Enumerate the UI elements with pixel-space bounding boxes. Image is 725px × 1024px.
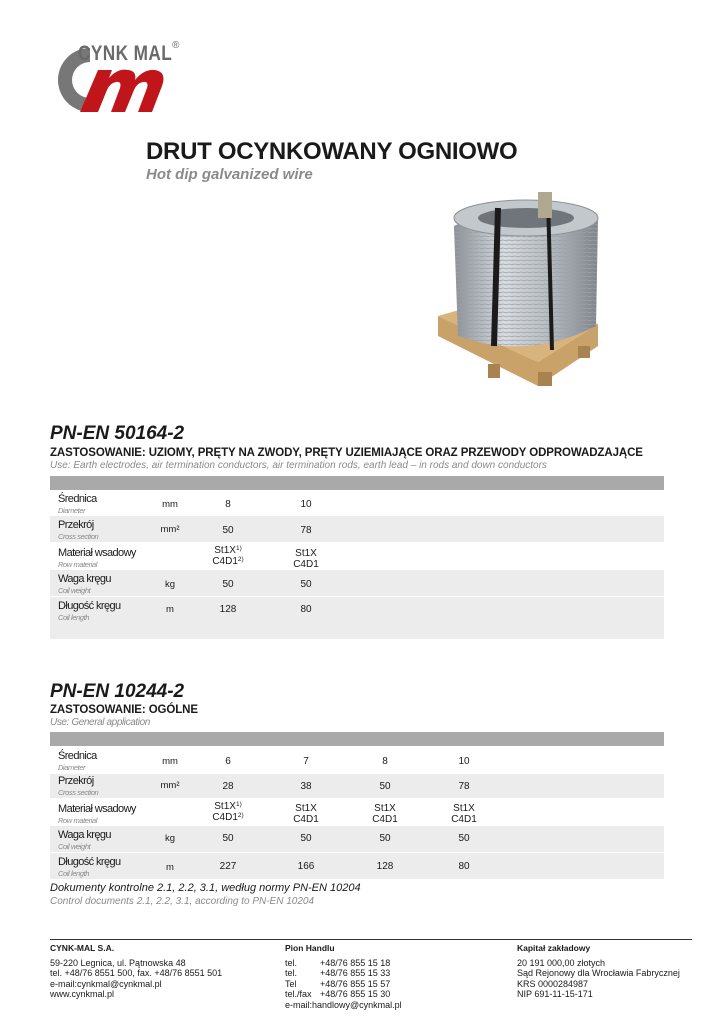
row-unit: mm² — [160, 780, 180, 791]
value-cell: 128 — [219, 604, 237, 615]
row-label-en: Cross section — [58, 532, 99, 541]
wire-coil-photo — [428, 186, 608, 398]
table-row — [50, 516, 664, 542]
row-label-en: Cross section — [58, 788, 99, 797]
row-label-en: Row material — [58, 560, 97, 569]
table-row — [50, 542, 664, 570]
row-label-en: Diameter — [58, 763, 86, 772]
row-label: Materiał wsadowy — [58, 547, 136, 559]
material-cell: St1X C4D1 — [293, 803, 319, 825]
table-row — [50, 596, 664, 639]
footer-sales — [285, 943, 402, 1010]
application-en: Use: Earth electrodes, air termination conductors, air termination rods, earth lead – in rods and down conductors — [50, 460, 547, 471]
krs-number: KRS 0000284987 — [517, 978, 589, 989]
table-row — [50, 852, 664, 879]
sales-phones: tel. +48/76 855 15 18 tel. +48/76 855 15 33 Tel +48/76 855 15 57 tel./fax +48/76 855 15 30 — [285, 957, 391, 999]
standard-pn-en-50164-2: PN-EN 50164-2 — [50, 423, 185, 444]
page-title: DRUT OCYNKOWANY OGNIOWO — [146, 138, 518, 165]
page-subtitle: Hot dip galvanized wire — [146, 166, 313, 183]
company-name: CYNK-MAL S.A. — [50, 943, 115, 953]
application-pl: ZASTOSOWANIE: UZIOMY, PRĘTY NA ZWODY, PRĘTY UZIEMIAJĄCE ORAZ PRZEWODY ODPROWADZAJĄCE — [50, 447, 643, 459]
control-documents-pl: Dokumenty kontrolne 2.1, 2.2, 3.1, według normy PN-EN 10204 — [50, 882, 361, 894]
value-cell: 50 — [379, 833, 391, 844]
footer-company — [50, 943, 222, 1000]
company-email[interactable]: e-mail:cynkmal@cynkmal.pl — [50, 978, 162, 989]
value-cell: 80 — [458, 861, 470, 872]
row-unit: m — [166, 862, 174, 873]
value-cell: 78 — [300, 525, 312, 536]
row-unit: kg — [164, 579, 176, 590]
value-cell: 28 — [222, 781, 234, 792]
row-unit: mm — [162, 499, 178, 510]
row-label-en: Coil weight — [58, 842, 91, 851]
value-cell: 80 — [300, 604, 312, 615]
value-cell: 8 — [225, 499, 231, 510]
table-header-bar — [50, 476, 664, 490]
row-unit: mm — [162, 756, 178, 767]
row-label-en: Coil length — [58, 869, 90, 878]
row-label-en: Coil length — [58, 613, 90, 622]
material-cell: $St1X^{1)}$ C4D1$^{2)}$ — [212, 801, 244, 823]
row-label: Długość kręgu — [58, 856, 121, 868]
nip-number: NIP 691-11-15-171 — [517, 989, 593, 999]
value-cell: 6 — [225, 756, 231, 767]
value-cell: 10 — [458, 756, 470, 767]
value-cell: 10 — [300, 499, 312, 510]
value-cell: 8 — [382, 756, 388, 767]
company-website-link[interactable]: www.cynkmal.pl — [50, 989, 115, 999]
value-cell: 227 — [219, 861, 237, 872]
table-header-bar — [50, 732, 664, 746]
logo-wordmark: CYNK MAL — [78, 42, 173, 65]
row-label: Waga kręgu — [58, 573, 111, 585]
value-cell: 50 — [300, 579, 312, 590]
table-row — [50, 570, 664, 596]
table-row — [50, 798, 664, 826]
value-cell: 50 — [222, 833, 234, 844]
table-row — [50, 746, 664, 774]
value-cell: 50 — [222, 525, 234, 536]
row-label: Przekrój — [58, 519, 94, 531]
footer-capital — [517, 943, 680, 1000]
value-cell: 50 — [300, 833, 312, 844]
material-cell: St1X C4D1 — [293, 548, 319, 570]
row-label-en: Row material — [58, 816, 97, 825]
application-en: Use: General application — [50, 717, 150, 728]
control-documents-en: Control documents 2.1, 2.2, 3.1, according to PN-EN 10204 — [50, 896, 315, 907]
value-cell: 128 — [376, 861, 394, 872]
value-cell: 78 — [458, 781, 470, 792]
value-cell: 50 — [379, 781, 391, 792]
row-label: Waga kręgu — [58, 829, 111, 841]
registered-mark: ® — [172, 40, 180, 51]
row-label-en: Diameter — [58, 506, 86, 515]
application-pl: ZASTOSOWANIE: OGÓLNE — [50, 704, 198, 716]
row-unit: mm² — [160, 524, 180, 535]
value-cell: 50 — [222, 579, 234, 590]
capital-heading: Kapitał zakładowy — [517, 943, 591, 953]
spec-table-10244 — [50, 732, 664, 879]
footer-divider — [50, 939, 692, 940]
registry-court: Sąd Rejonowy dla Wrocławia Fabrycznej — [517, 968, 680, 978]
row-label: Przekrój — [58, 775, 94, 787]
row-label: Średnica — [58, 493, 97, 505]
material-cell: $St1X^{1)}$ C4D1$^{2)}$ — [212, 545, 244, 567]
company-address: 59-220 Legnica, ul. Pątnowska 48 — [50, 957, 186, 968]
row-label: Materiał wsadowy — [58, 803, 136, 815]
company-phone: tel. +48/76 8551 500, fax. +48/76 8551 501 — [50, 968, 223, 978]
value-cell: 38 — [300, 781, 312, 792]
spec-table-50164 — [50, 476, 664, 639]
value-cell: 166 — [297, 861, 315, 872]
table-row — [50, 774, 664, 798]
standard-pn-en-10244-2: PN-EN 10244-2 — [50, 681, 185, 702]
row-unit: kg — [164, 833, 176, 844]
table-row — [50, 826, 664, 852]
sales-heading: Pion Handlu — [285, 943, 335, 953]
row-unit: m — [166, 604, 174, 615]
row-label: Długość kręgu — [58, 600, 121, 612]
value-cell: 50 — [458, 833, 470, 844]
value-cell: 7 — [303, 756, 309, 767]
capital-amount: 20 191 000,00 złotych — [517, 957, 606, 968]
sales-email[interactable]: e-mail:handlowy@cynkmal.pl — [285, 999, 402, 1010]
row-label-en: Coil weight — [58, 586, 91, 595]
material-cell: St1X C4D1 — [372, 803, 398, 825]
table-row — [50, 490, 664, 516]
row-label: Średnica — [58, 750, 97, 762]
material-cell: St1X C4D1 — [451, 803, 477, 825]
